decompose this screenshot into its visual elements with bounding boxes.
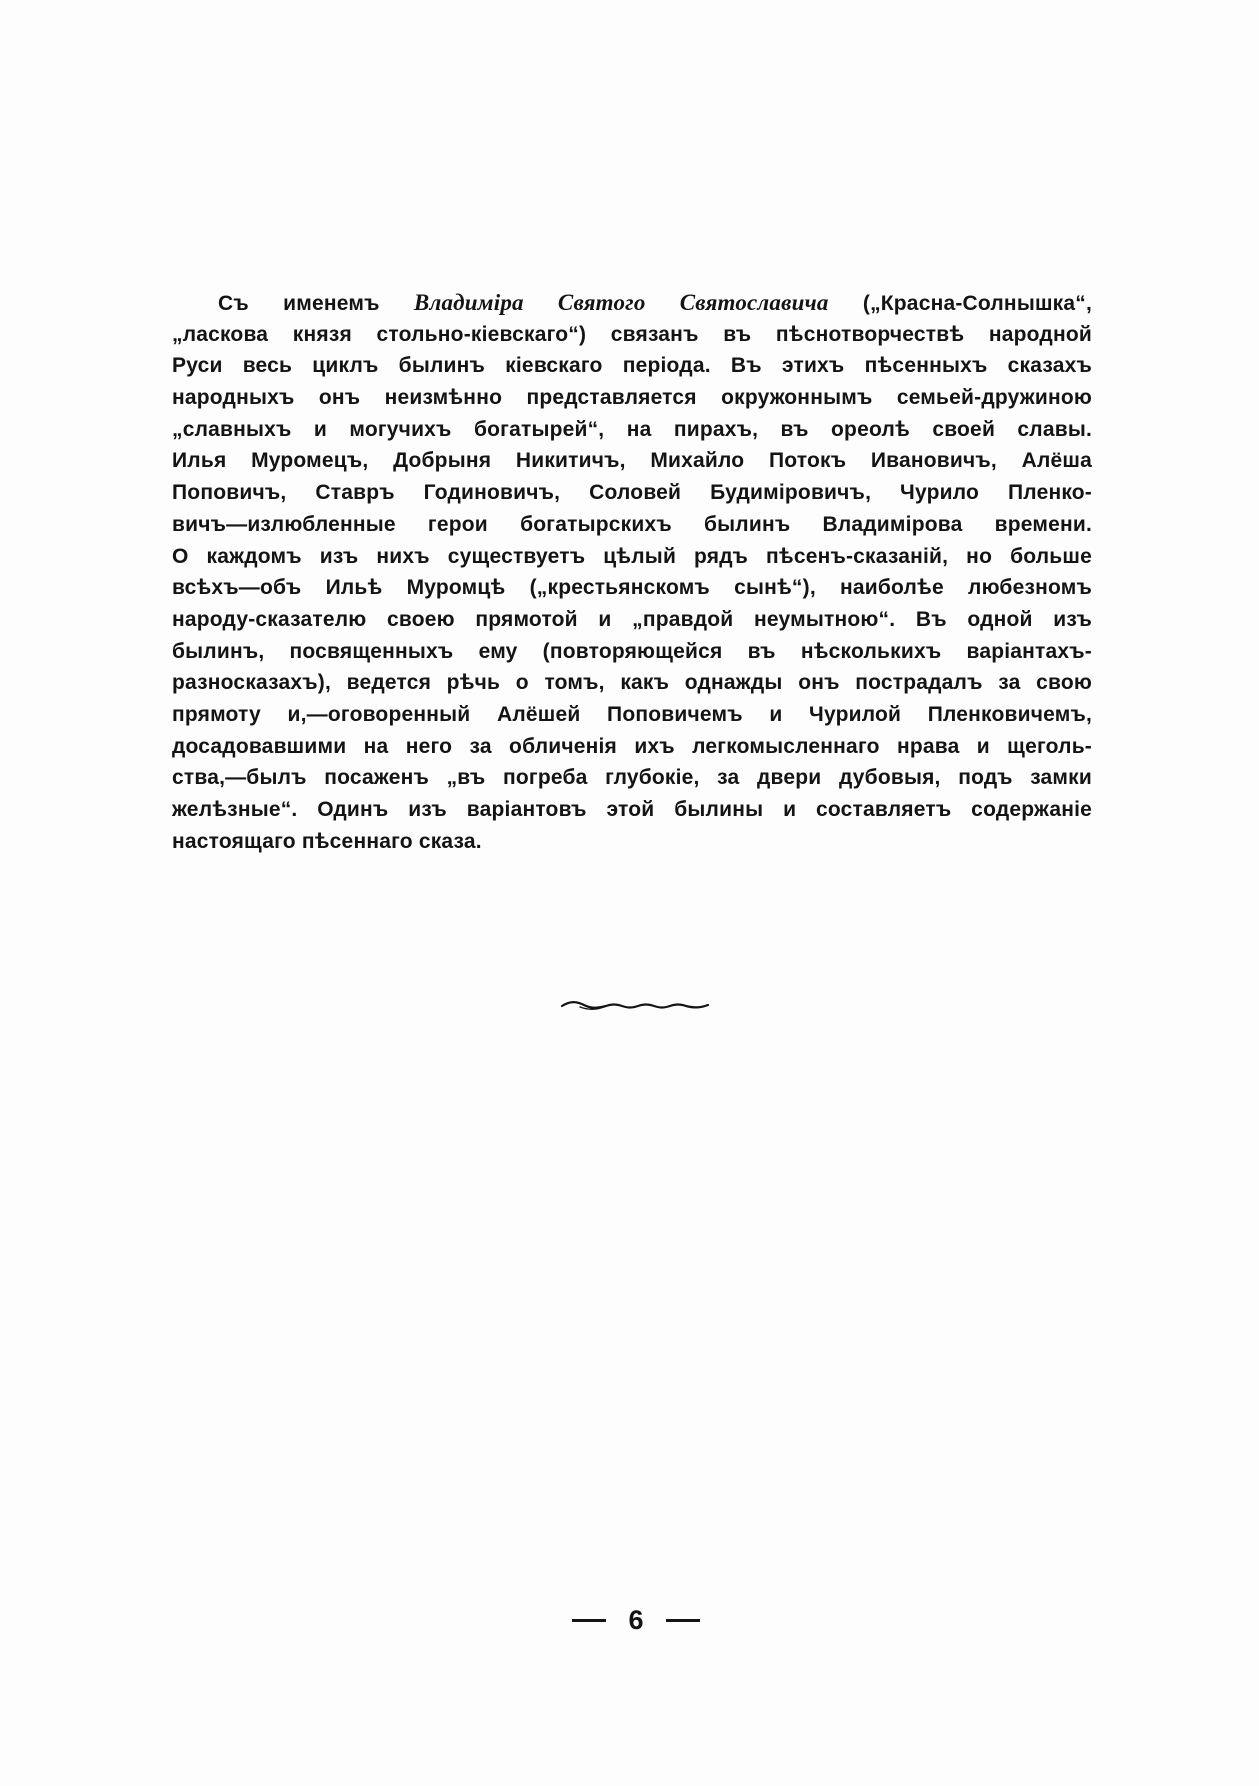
line-1-start: Съ именемъ bbox=[218, 292, 414, 315]
paragraph-line-1 bbox=[172, 287, 1092, 319]
paragraph-line-5: „славныхъ и могучихъ богатырей“, на пирахъ, въ ореолѣ своей славы. bbox=[172, 417, 1092, 441]
page-number: 6 bbox=[628, 1604, 644, 1635]
paragraph-line-12: былинъ, посвященныхъ ему (повторяющейся въ нѣсколькихъ варiантахъ- bbox=[172, 639, 1092, 663]
wavy-rule-icon bbox=[560, 998, 710, 1014]
paragraph-line-4: народныхъ онъ неизмѣнно представляется окружоннымъ семьей-дружиною bbox=[172, 386, 1092, 410]
paragraph-line-18: настоящаго пѣсеннаго сказа. bbox=[172, 829, 482, 853]
page-footer bbox=[556, 1600, 716, 1640]
left-dash bbox=[572, 1619, 606, 1622]
paragraph-line-3: Руси весь циклъ былинъ кiевскаго перiода. Въ этихъ пѣсенныхъ сказахъ bbox=[172, 354, 1092, 378]
right-dash bbox=[666, 1619, 700, 1622]
body-paragraph bbox=[172, 287, 1092, 857]
paragraph-line-13: разносказахъ), ведется рѣчь о томъ, какъ однажды онъ пострадалъ за свою bbox=[172, 671, 1092, 695]
paragraph-line-10: всѣхъ—объ Ильѣ Муромцѣ („крестьянскомъ сынѣ“), наиболѣе любезномъ bbox=[172, 576, 1092, 600]
paragraph-line-11: народу-сказателю своею прямотой и „правдой неумытною“. Въ одной изъ bbox=[172, 607, 1092, 631]
paragraph-line-16: ства,—былъ посаженъ „въ погреба глубокiе, за двери дубовыя, подъ замки bbox=[172, 766, 1092, 790]
italic-name: Владимiра Святого Святославича bbox=[413, 290, 829, 315]
paragraph-line-15: досадовавшими на него за обличенiя ихъ легкомысленнаго нрава и щеголь- bbox=[172, 734, 1092, 758]
paragraph-line-9: О каждомъ изъ нихъ существуетъ цѣлый рядъ пѣсенъ-сказанiй, но больше bbox=[172, 544, 1092, 568]
paragraph-line-7: Поповичъ, Ставръ Годиновичъ, Соловей Будимiровичъ, Чурило Пленко- bbox=[172, 481, 1092, 505]
paragraph-line-17: желѣзные“. Одинъ изъ варiантовъ этой былины и составляетъ содержанiе bbox=[172, 798, 1092, 821]
line-1-end: („Красна-Солнышка“, bbox=[828, 292, 1092, 315]
paragraph-line-8: вичъ—излюбленные герои богатырскихъ былинъ Владимiрова времени. bbox=[172, 512, 1092, 536]
paragraph-line-6: Илья Муромецъ, Добрыня Никитичъ, Михайло Потокъ Ивановичъ, Алёша bbox=[172, 449, 1092, 473]
paragraph-line-14: прямоту и,—оговоренный Алёшей Поповичемъ и Чурилой Пленковичемъ, bbox=[172, 702, 1092, 726]
paragraph-line-2: „ласкова князя стольно-кiевскаго“) связанъ въ пѣснотворчествѣ народной bbox=[172, 322, 1092, 346]
